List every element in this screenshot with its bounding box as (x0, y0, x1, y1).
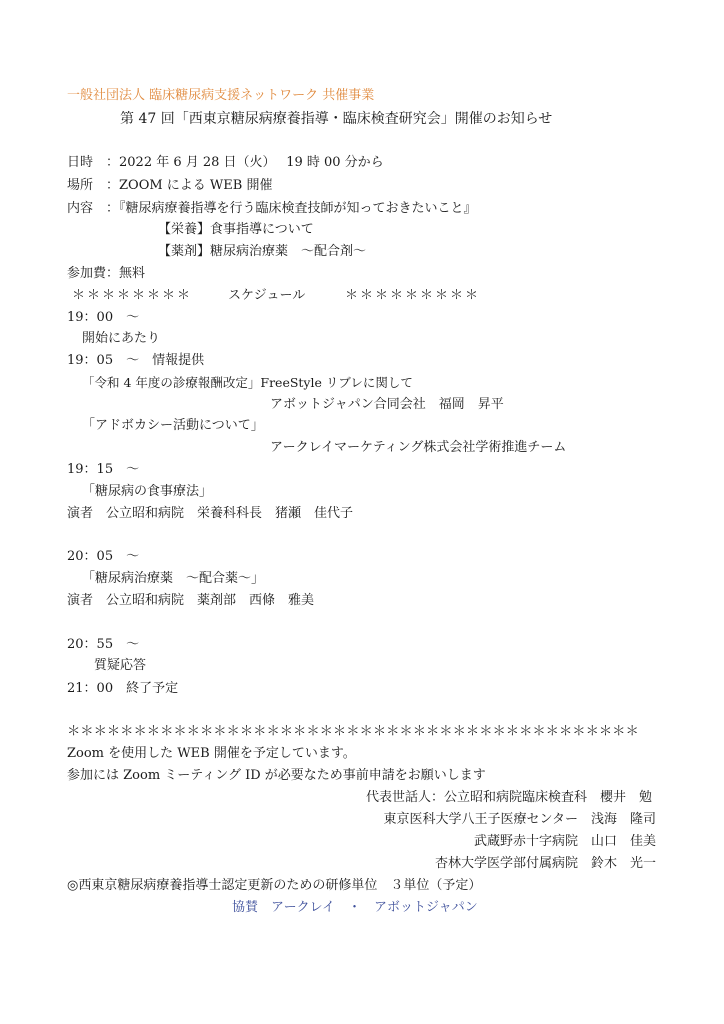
event-place: 場所 ：ZOOM による WEB 開催 (67, 178, 273, 193)
schedule-time-2055: 20：55 ～ (67, 637, 140, 652)
document-title: 第 47 回「西東京糖尿病療養指導・臨床検査研究会」開催のお知らせ (120, 111, 553, 127)
schedule-speaker-diet: 演者 公立昭和病院 栄養科科長 猪瀬 佳代子 (67, 506, 354, 521)
organizer-line: 一般社団法人 臨床糖尿病支援ネットワーク 共催事業 (67, 88, 375, 103)
organizer-tokyo-medical: 東京医科大学八王子医療センター 浅海 隆司 (383, 812, 656, 827)
schedule-item-freestyle-presenter: アボットジャパン合同会社 福岡 昇平 (270, 397, 504, 412)
schedule-speaker-drugs: 演者 公立昭和病院 薬剤部 西條 雅美 (67, 593, 315, 608)
credit-note: ◎西東京糖尿病療養指導士認定更新のための研修単位 ３単位（予定） (67, 878, 482, 893)
event-datetime: 日時 ：2022 年 6 月 28 日（火） 19 時 00 分から (67, 155, 384, 170)
zoom-note-2: 参加には Zoom ミーティング ID が必要なため事前申請をお願いします (67, 768, 486, 783)
schedule-stars-left: ＊＊＊＊＊＊＊＊ (72, 288, 193, 303)
organizer-kyorin: 杏林大学医学部付属病院 鈴木 光一 (434, 856, 656, 871)
schedule-time-1900: 19：00 ～ (67, 310, 140, 325)
zoom-note-1: Zoom を使用した WEB 開催を予定しています。 (67, 746, 356, 761)
organizer-representative: 代表世話人：公立昭和病院臨床検査科 櫻井 勉 (365, 790, 652, 805)
schedule-item-advocacy: 「アドボカシー活動について」 (82, 418, 264, 433)
schedule-item-opening: 開始にあたり (82, 331, 161, 346)
event-content: 内容 ：『糖尿病療養指導を行う臨床検査技師が知っておきたいこと』 (67, 201, 477, 216)
schedule-item-advocacy-presenter: アークレイマーケティング株式会社学術推進チーム (270, 440, 567, 455)
sponsor-line: 協賛 アークレイ ・ アボットジャパン (232, 900, 478, 915)
schedule-heading: スケジュール (228, 288, 306, 303)
schedule-stars-right: ＊＊＊＊＊＊＊＊＊ (345, 288, 481, 303)
schedule-time-2005: 20：05 ～ (67, 549, 140, 564)
schedule-item-qa: 質疑応答 (94, 658, 147, 673)
schedule-time-1905: 19：05 ～ 情報提供 (67, 353, 205, 368)
schedule-item-diet: 「糖尿病の食事療法」 (82, 484, 213, 499)
event-content-drug: 【薬剤】糖尿病治療薬 ～配合剤～ (158, 244, 367, 259)
event-fee: 参加費：無料 (67, 266, 146, 281)
schedule-item-freestyle: 「令和 4 年度の診療報酬改定」FreeStyle リブレに関して (82, 375, 413, 390)
schedule-item-drugs: 「糖尿病治療薬 ～配合薬～」 (82, 571, 265, 586)
event-content-nutrition: 【栄養】食事指導について (158, 222, 314, 237)
footer-stars: ＊＊＊＊＊＊＊＊＊＊＊＊＊＊＊＊＊＊＊＊＊＊＊＊＊＊＊＊＊＊＊＊＊＊＊＊＊＊＊＊＊＊＊ (67, 724, 639, 739)
organizer-musashino: 武蔵野赤十字病院 山口 佳美 (473, 834, 656, 849)
schedule-time-1915: 19：15 ～ (67, 462, 140, 477)
schedule-time-2100: 21：00 終了予定 (67, 681, 179, 696)
